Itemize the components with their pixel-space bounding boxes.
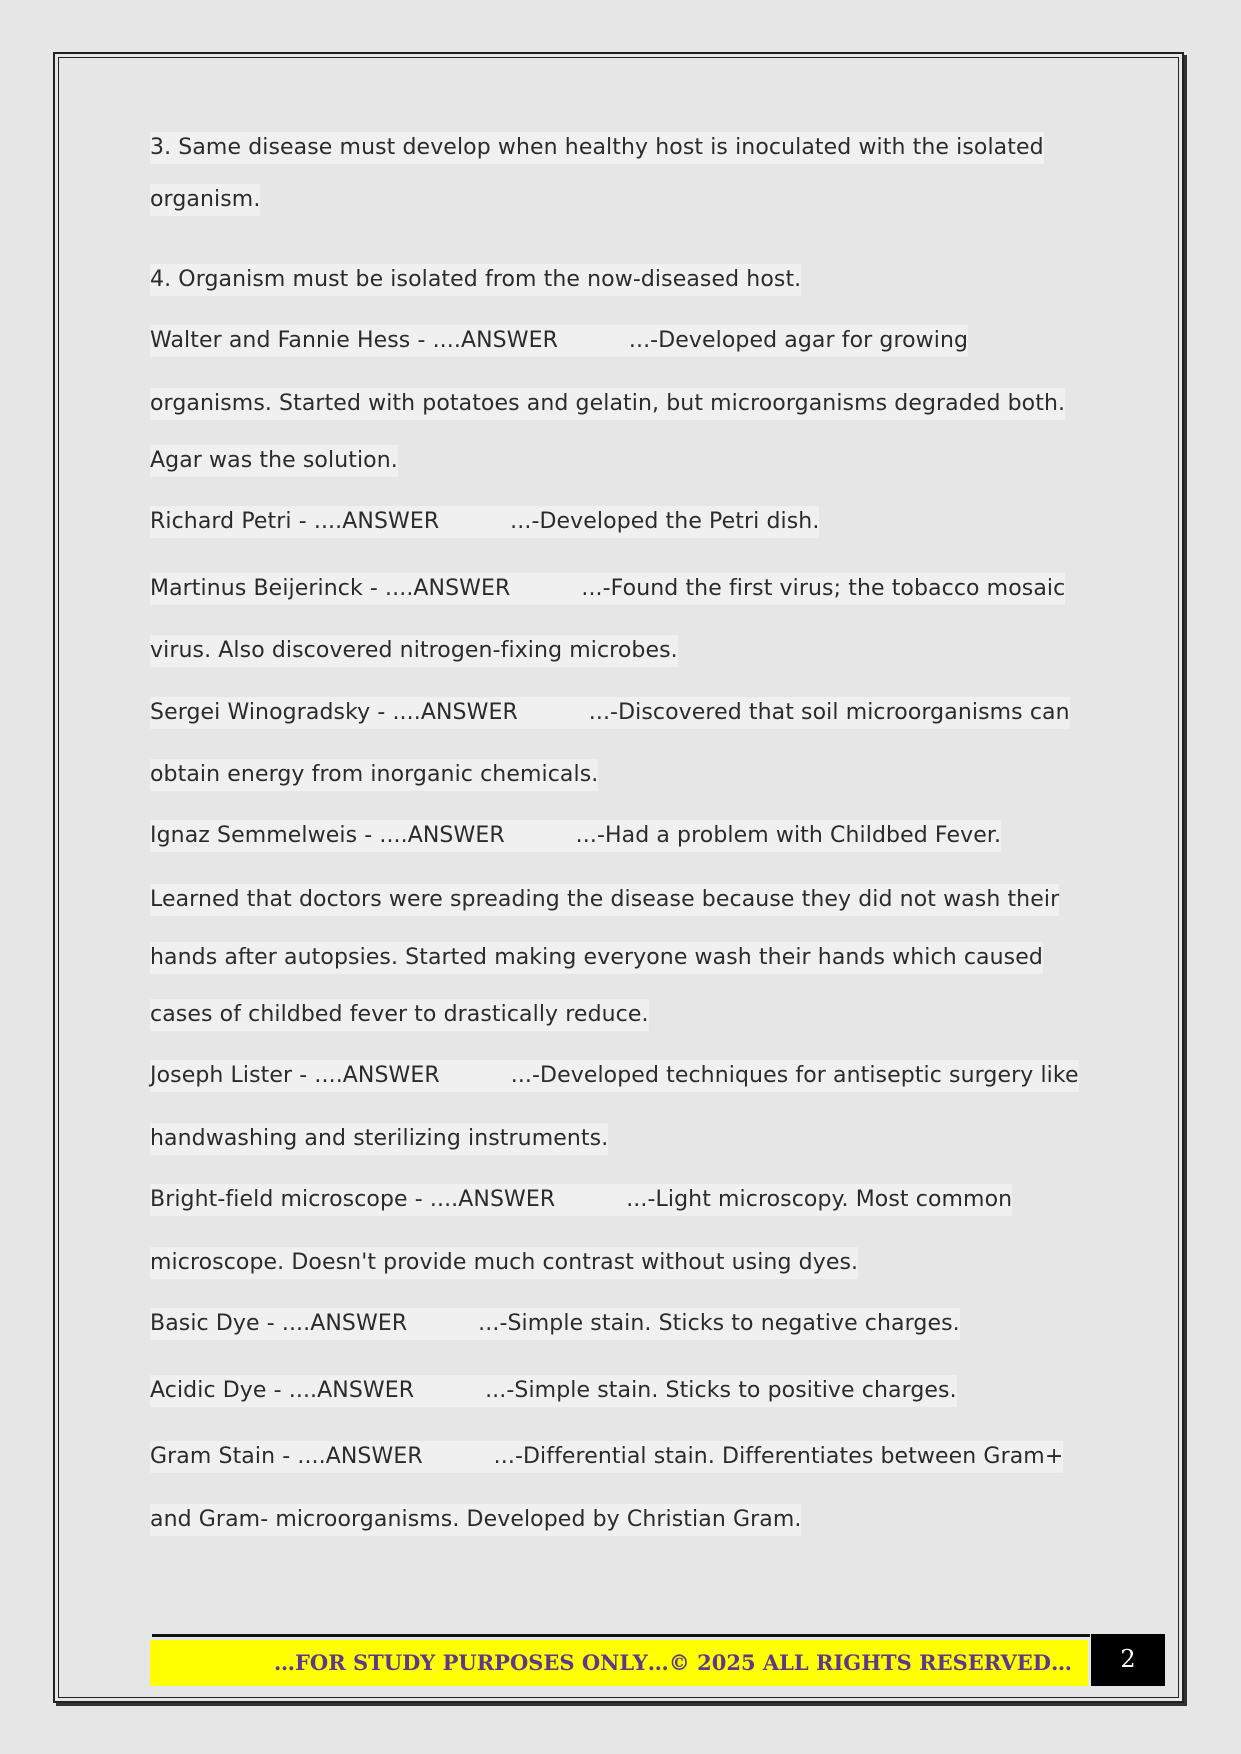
text-line: microscope. Doesn't provide much contrast without using dyes. xyxy=(150,1247,858,1279)
text-line: Gram Stain - ....ANSWER ...-Differential stain. Differentiates between Gram+ xyxy=(150,1441,1063,1473)
text-line: Ignaz Semmelweis - ....ANSWER ...-Had a problem with Childbed Fever. xyxy=(150,820,1001,852)
text-line: Bright-field microscope - ....ANSWER ...-Light microscopy. Most common xyxy=(150,1184,1012,1216)
text-line: hands after autopsies. Started making everyone wash their hands which caused xyxy=(150,942,1043,974)
text-line: organisms. Started with potatoes and gelatin, but microorganisms degraded both. xyxy=(150,388,1065,420)
text-line: Sergei Winogradsky - ....ANSWER ...-Discovered that soil microorganisms can xyxy=(150,697,1070,729)
text-line: obtain energy from inorganic chemicals. xyxy=(150,759,598,791)
footer-rule xyxy=(152,1634,1090,1637)
text-line: Agar was the solution. xyxy=(150,445,398,477)
text-line: virus. Also discovered nitrogen-fixing microbes. xyxy=(150,635,678,667)
text-line: and Gram- microorganisms. Developed by Christian Gram. xyxy=(150,1504,801,1536)
text-line: 3. Same disease must develop when healthy host is inoculated with the isolated xyxy=(150,132,1044,164)
text-line: handwashing and sterilizing instruments. xyxy=(150,1123,608,1155)
text-line: Richard Petri - ....ANSWER ...-Developed the Petri dish. xyxy=(150,506,819,538)
text-line: Acidic Dye - ....ANSWER ...-Simple stain. Sticks to positive charges. xyxy=(150,1375,957,1407)
text-line: cases of childbed fever to drastically reduce. xyxy=(150,999,649,1031)
footer-notice: …FOR STUDY PURPOSES ONLY…© 2025 ALL RIGHTS RESERVED… xyxy=(150,1640,1088,1686)
text-line: organism. xyxy=(150,184,260,216)
text-line: Martinus Beijerinck - ....ANSWER ...-Found the first virus; the tobacco mosaic xyxy=(150,573,1065,605)
text-line: Learned that doctors were spreading the disease because they did not wash their xyxy=(150,884,1059,916)
text-line: Walter and Fannie Hess - ....ANSWER ...-Developed agar for growing xyxy=(150,325,968,357)
text-line: 4. Organism must be isolated from the now-diseased host. xyxy=(150,264,801,296)
text-line: Joseph Lister - ....ANSWER ...-Developed techniques for antiseptic surgery like xyxy=(150,1060,1079,1092)
page-number: 2 xyxy=(1091,1634,1165,1686)
text-line: Basic Dye - ....ANSWER ...-Simple stain. Sticks to negative charges. xyxy=(150,1308,960,1340)
